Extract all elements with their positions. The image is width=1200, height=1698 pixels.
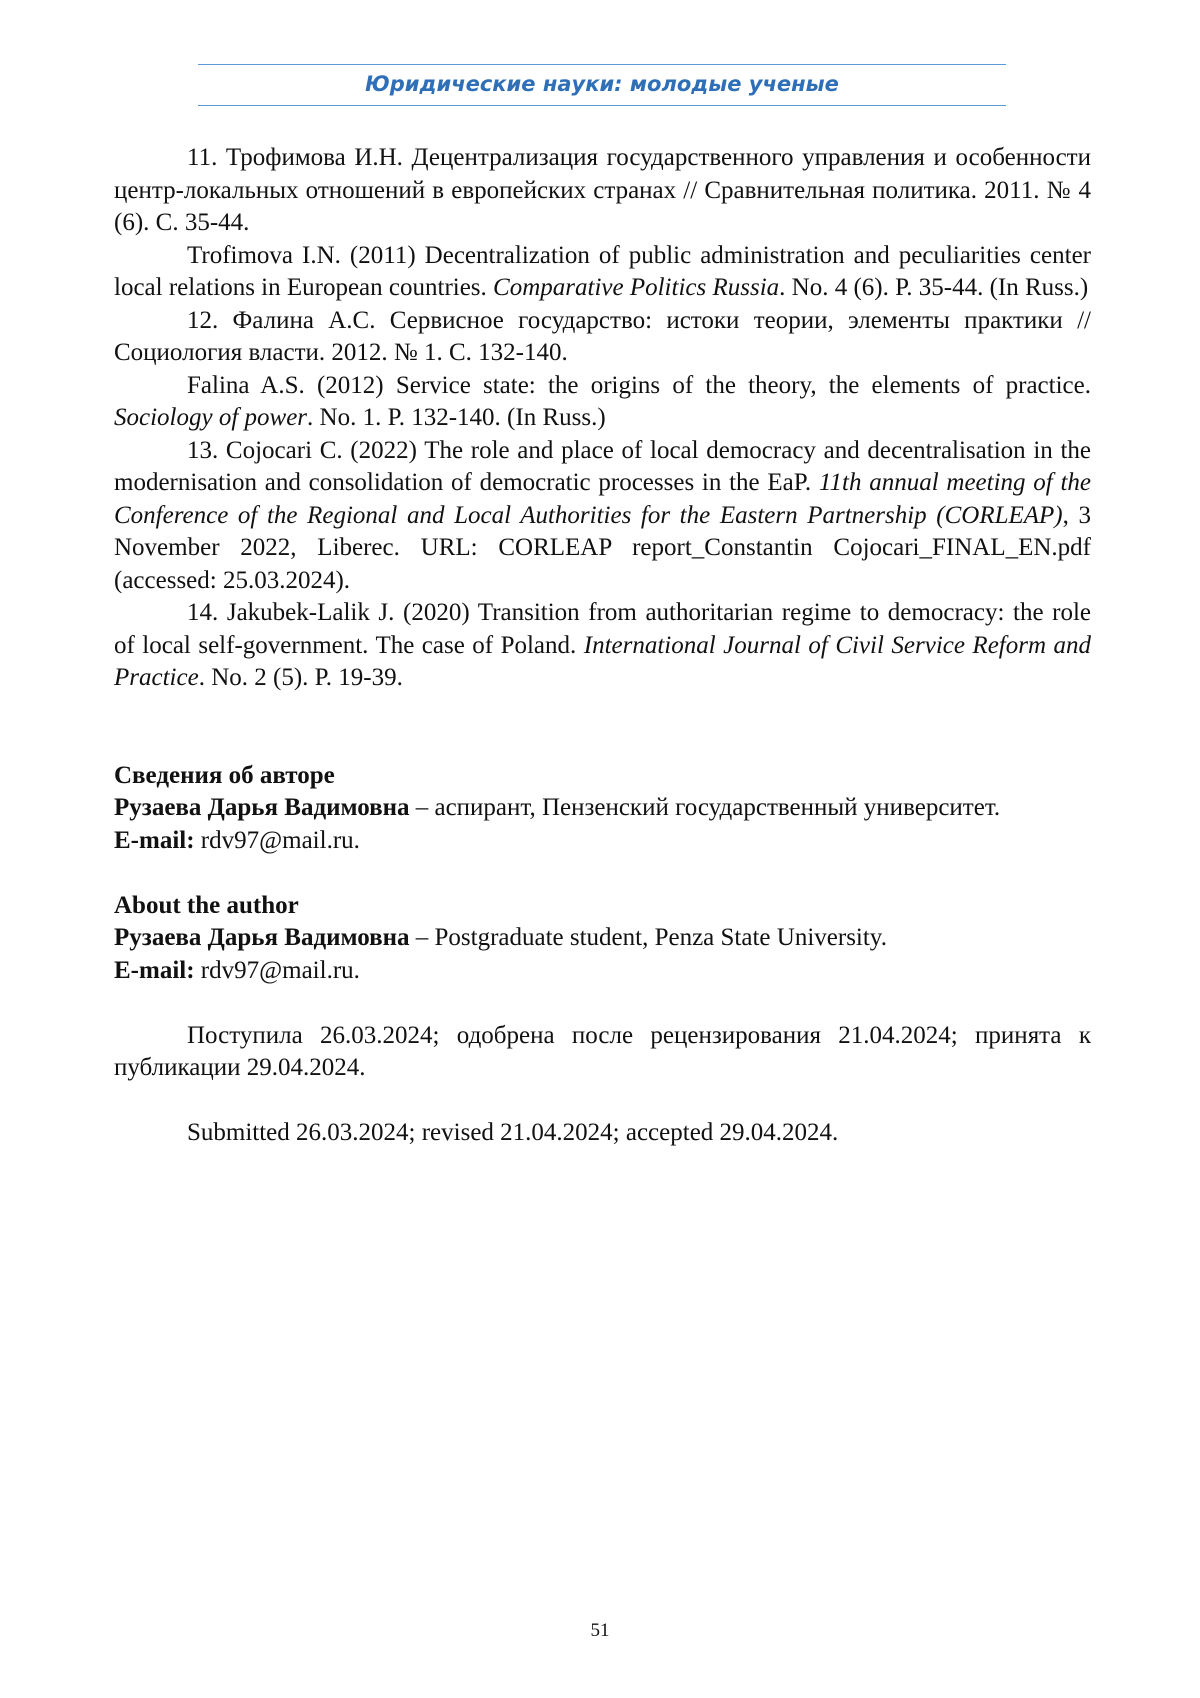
heading-text: About the author: [114, 892, 299, 919]
author-name: Рузаева Дарья Вадимовна: [114, 794, 409, 821]
reference-text: 13. Cojocari C. (2022) The role and place of local democracy and decentralisation in the modernisation and consolidation of democratic processes in the EaP.: [114, 437, 1091, 497]
spacer: [114, 1085, 1091, 1118]
page-content: [114, 142, 1091, 1150]
email-value: rdv97@mail.ru.: [195, 957, 360, 984]
dates-en: Submitted 26.03.2024; revised 21.04.2024; accepted 29.04.2024.: [114, 1117, 1091, 1150]
reference-source: Sociology of power: [114, 404, 307, 431]
reference-12-ru: [114, 305, 1091, 370]
author-description: – аспирант, Пензенский государственный университет.: [409, 794, 1000, 821]
heading-text: Сведения об авторе: [114, 762, 335, 789]
reference-11-en: [114, 240, 1091, 305]
page-number: 51: [0, 1620, 1200, 1642]
reference-text: 11. Трофимова И.Н. Децентрализация государственного управления и особенности центр-локальных отношений в европейских странах // Сравнительная политика. 2011. № 4 (6). С. 35-44.: [114, 144, 1091, 236]
dates-ru: Поступила 26.03.2024; одобрена после рецензирования 21.04.2024; принята к публикации 29.04.2024.: [114, 1020, 1091, 1085]
author-name: Рузаева Дарья Вадимовна: [114, 924, 409, 951]
author-heading-ru: [114, 760, 1091, 793]
reference-details: . No. 4 (6). P. 35-44. (In Russ.): [779, 274, 1088, 301]
reference-text: 14. Jakubek-Lalik J. (2020) Transition from authoritarian regime to democracy: the role of local self-government. The case of Poland.: [114, 599, 1091, 659]
spacer: [114, 857, 1091, 890]
running-header: [198, 64, 1006, 106]
reference-11-ru: [114, 142, 1091, 240]
spacer: [114, 987, 1091, 1020]
reference-source: 11th annual meeting of the Conference of the Regional and Local Authorities for the Eastern Partnership (CORLEAP): [114, 469, 1091, 529]
reference-13: [114, 435, 1091, 598]
author-heading-en: [114, 890, 1091, 923]
author-email-ru: [114, 825, 1091, 858]
reference-details: , 3 November 2022, Liberec. URL: CORLEAP report_Constantin Cojocari_FINAL_EN.pdf (accessed: 25.03.2024).: [114, 502, 1091, 594]
email-label: E-mail:: [114, 957, 195, 984]
reference-text: 12. Фалина А.С. Сервисное государство: истоки теории, элементы практики // Социология власти. 2012. № 1. С. 132-140.: [114, 307, 1091, 367]
reference-12-en: [114, 370, 1091, 435]
reference-14: [114, 597, 1091, 695]
author-email-en: [114, 955, 1091, 988]
author-info-ru: [114, 792, 1091, 825]
spacer: [114, 695, 1091, 760]
author-info-en: [114, 922, 1091, 955]
reference-text: Trofimova I.N. (2011) Decentralization of public administration and peculiarities center local relations in European countries.: [114, 242, 1091, 302]
reference-source: Comparative Politics Russia: [493, 274, 779, 301]
email-value: rdv97@mail.ru.: [195, 827, 360, 854]
email-label: E-mail:: [114, 827, 195, 854]
reference-details: . No. 2 (5). P. 19-39.: [199, 664, 403, 691]
reference-text: Falina A.S. (2012) Service state: the origins of the theory, the elements of practice.: [187, 372, 1091, 399]
reference-details: . No. 1. P. 132-140. (In Russ.): [307, 404, 606, 431]
reference-source: International Journal of Civil Service Reform and Practice: [114, 632, 1091, 692]
journal-title: Юридические науки: молодые ученые: [198, 65, 1006, 103]
author-description: – Postgraduate student, Penza State University.: [409, 924, 886, 951]
